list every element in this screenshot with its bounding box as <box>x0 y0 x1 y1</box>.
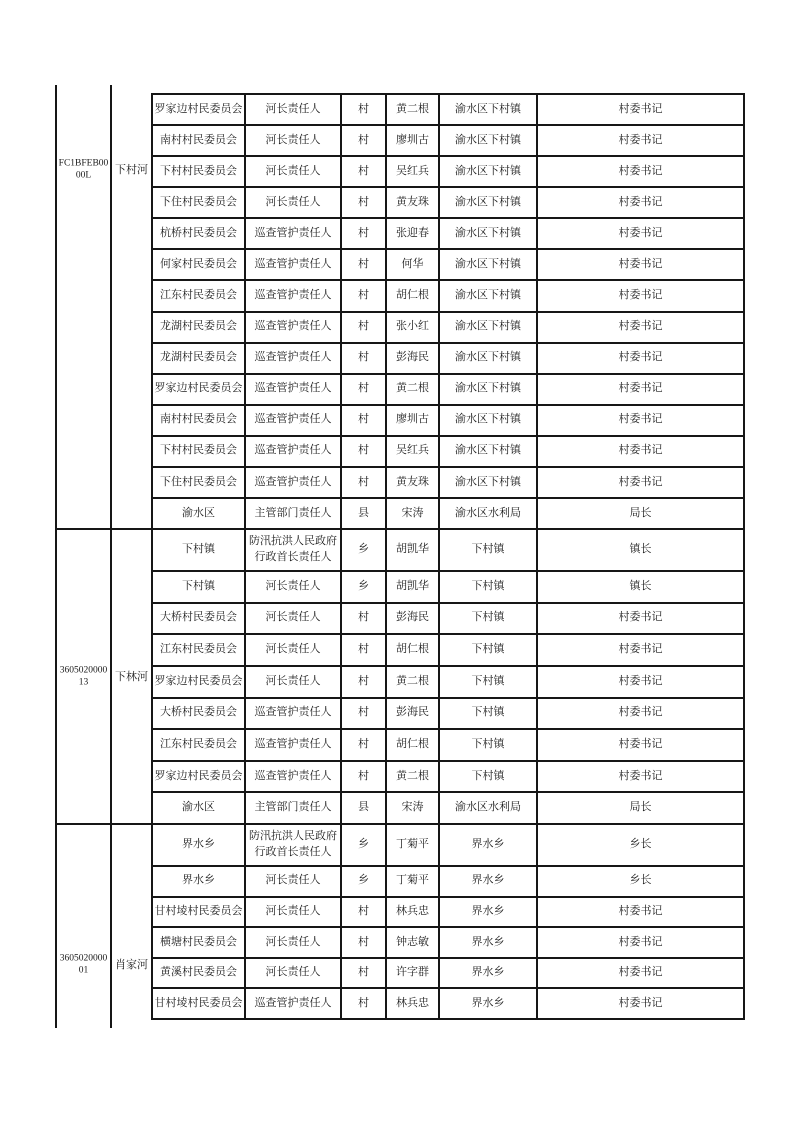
role-cell: 河长责任人 <box>246 95 342 126</box>
table-row <box>153 867 745 898</box>
table-row <box>153 572 745 604</box>
river-code: 360502000013 <box>59 665 108 688</box>
person-name-cell: 丁菊平 <box>387 867 440 898</box>
river-section-xiaojia <box>55 825 745 1020</box>
org-cell: 界水乡 <box>153 825 246 867</box>
river-code: 360502000001 <box>59 953 108 976</box>
title-cell: 村委书记 <box>538 219 745 250</box>
river-name: 肖家河 <box>115 958 148 971</box>
river-name: 下村河 <box>115 163 148 176</box>
river-code-cell <box>57 95 112 530</box>
level-cell: 村 <box>342 437 387 468</box>
dept-cell: 下村镇 <box>440 699 538 731</box>
person-name-cell: 廖圳古 <box>387 406 440 437</box>
role-cell: 巡查管护责任人 <box>246 344 342 375</box>
org-cell: 渝水区 <box>153 793 246 825</box>
title-cell: 村委书记 <box>538 281 745 312</box>
table-row <box>153 406 745 437</box>
org-cell: 下村村民委员会 <box>153 437 246 468</box>
role-cell: 河长责任人 <box>246 898 342 929</box>
person-name-cell: 廖圳古 <box>387 126 440 157</box>
org-cell: 下住村民委员会 <box>153 468 246 499</box>
org-cell: 罗家边村民委员会 <box>153 375 246 406</box>
level-cell: 村 <box>342 95 387 126</box>
table-border-stub <box>55 85 57 95</box>
role-cell: 巡查管护责任人 <box>246 762 342 794</box>
org-cell: 何家村民委员会 <box>153 250 246 281</box>
org-cell: 江东村民委员会 <box>153 281 246 312</box>
river-code-cell <box>57 825 112 1020</box>
title-cell: 村委书记 <box>538 313 745 344</box>
level-cell: 村 <box>342 898 387 929</box>
title-cell: 镇长 <box>538 572 745 604</box>
title-cell: 村委书记 <box>538 898 745 929</box>
org-cell: 罗家边村民委员会 <box>153 667 246 699</box>
level-cell: 村 <box>342 313 387 344</box>
person-name-cell: 丁菊平 <box>387 825 440 867</box>
level-cell: 村 <box>342 126 387 157</box>
table-row <box>153 313 745 344</box>
level-cell: 村 <box>342 928 387 959</box>
title-cell: 村委书记 <box>538 959 745 990</box>
person-name-cell: 林兵忠 <box>387 898 440 929</box>
org-cell: 甘村堎村民委员会 <box>153 898 246 929</box>
river-section-xiacun <box>55 95 745 530</box>
dept-cell: 下村镇 <box>440 667 538 699</box>
title-cell: 村委书记 <box>538 406 745 437</box>
dept-cell: 渝水区下村镇 <box>440 281 538 312</box>
table-row <box>153 699 745 731</box>
table-row <box>153 635 745 667</box>
person-name-cell: 宋涛 <box>387 793 440 825</box>
title-cell: 村委书记 <box>538 730 745 762</box>
title-cell: 局长 <box>538 499 745 530</box>
table-row <box>153 730 745 762</box>
org-cell: 下村镇 <box>153 572 246 604</box>
role-cell: 河长责任人 <box>246 667 342 699</box>
person-name-cell: 许字群 <box>387 959 440 990</box>
table-row <box>153 126 745 157</box>
table-row <box>153 344 745 375</box>
org-cell: 南村村民委员会 <box>153 406 246 437</box>
title-cell: 乡长 <box>538 867 745 898</box>
role-cell: 巡查管护责任人 <box>246 313 342 344</box>
role-cell: 河长责任人 <box>246 188 342 219</box>
table-row <box>153 468 745 499</box>
org-cell: 界水乡 <box>153 867 246 898</box>
level-cell: 村 <box>342 604 387 636</box>
role-cell: 主管部门责任人 <box>246 499 342 530</box>
title-cell: 村委书记 <box>538 928 745 959</box>
dept-cell: 界水乡 <box>440 959 538 990</box>
org-cell: 渝水区 <box>153 499 246 530</box>
person-name-cell: 黄二根 <box>387 762 440 794</box>
person-name-cell: 吴红兵 <box>387 437 440 468</box>
person-name-cell: 黄二根 <box>387 667 440 699</box>
level-cell: 乡 <box>342 867 387 898</box>
table-row <box>153 375 745 406</box>
dept-cell: 渝水区下村镇 <box>440 468 538 499</box>
role-cell: 巡查管护责任人 <box>246 468 342 499</box>
level-cell: 村 <box>342 730 387 762</box>
level-cell: 村 <box>342 635 387 667</box>
river-code-cell <box>57 530 112 825</box>
title-cell: 村委书记 <box>538 95 745 126</box>
dept-cell: 下村镇 <box>440 730 538 762</box>
table-row <box>153 667 745 699</box>
org-cell: 下村镇 <box>153 530 246 572</box>
person-name-cell: 张迎春 <box>387 219 440 250</box>
level-cell: 乡 <box>342 530 387 572</box>
org-cell: 罗家边村民委员会 <box>153 762 246 794</box>
person-name-cell: 黄二根 <box>387 95 440 126</box>
org-cell: 大桥村民委员会 <box>153 604 246 636</box>
dept-cell: 渝水区下村镇 <box>440 344 538 375</box>
title-cell: 村委书记 <box>538 157 745 188</box>
title-cell: 村委书记 <box>538 344 745 375</box>
role-cell: 防汛抗洪人民政府行政首长责任人 <box>246 530 342 572</box>
dept-cell: 渝水区下村镇 <box>440 313 538 344</box>
table-row <box>153 219 745 250</box>
level-cell: 乡 <box>342 572 387 604</box>
title-cell: 村委书记 <box>538 989 745 1020</box>
org-cell: 大桥村民委员会 <box>153 699 246 731</box>
level-cell: 村 <box>342 157 387 188</box>
role-cell: 巡查管护责任人 <box>246 437 342 468</box>
table-row <box>153 793 745 825</box>
role-cell: 巡查管护责任人 <box>246 219 342 250</box>
level-cell: 村 <box>342 468 387 499</box>
role-cell: 巡查管护责任人 <box>246 730 342 762</box>
person-name-cell: 胡仁根 <box>387 281 440 312</box>
river-code: FC1BFEB0000L <box>58 158 109 181</box>
dept-cell: 下村镇 <box>440 762 538 794</box>
role-cell: 巡查管护责任人 <box>246 281 342 312</box>
dept-cell: 渝水区下村镇 <box>440 375 538 406</box>
table-row <box>153 989 745 1020</box>
level-cell: 村 <box>342 406 387 437</box>
title-cell: 村委书记 <box>538 250 745 281</box>
person-name-cell: 彭海民 <box>387 344 440 375</box>
dept-cell: 渝水区水利局 <box>440 499 538 530</box>
dept-cell: 渝水区下村镇 <box>440 219 538 250</box>
org-cell: 下村村民委员会 <box>153 157 246 188</box>
role-cell: 巡查管护责任人 <box>246 250 342 281</box>
dept-cell: 界水乡 <box>440 928 538 959</box>
dept-cell: 下村镇 <box>440 635 538 667</box>
role-cell: 主管部门责任人 <box>246 793 342 825</box>
table-row <box>153 95 745 126</box>
level-cell: 村 <box>342 699 387 731</box>
org-cell: 罗家边村民委员会 <box>153 95 246 126</box>
role-cell: 河长责任人 <box>246 157 342 188</box>
org-cell: 江东村民委员会 <box>153 635 246 667</box>
dept-cell: 渝水区水利局 <box>440 793 538 825</box>
dept-cell: 渝水区下村镇 <box>440 188 538 219</box>
level-cell: 乡 <box>342 825 387 867</box>
dept-cell: 下村镇 <box>440 572 538 604</box>
dept-cell: 渝水区下村镇 <box>440 95 538 126</box>
table-row <box>153 604 745 636</box>
section-rows <box>153 530 745 825</box>
person-name-cell: 黄友珠 <box>387 188 440 219</box>
title-cell: 村委书记 <box>538 604 745 636</box>
table-row <box>153 762 745 794</box>
level-cell: 县 <box>342 793 387 825</box>
level-cell: 村 <box>342 989 387 1020</box>
title-cell: 村委书记 <box>538 437 745 468</box>
dept-cell: 渝水区下村镇 <box>440 250 538 281</box>
person-name-cell: 钟志敏 <box>387 928 440 959</box>
org-cell: 杭桥村民委员会 <box>153 219 246 250</box>
dept-cell: 界水乡 <box>440 825 538 867</box>
title-cell: 乡长 <box>538 825 745 867</box>
person-name-cell: 胡仁根 <box>387 635 440 667</box>
river-responsibility-table <box>55 95 745 1020</box>
title-cell: 村委书记 <box>538 188 745 219</box>
dept-cell: 下村镇 <box>440 604 538 636</box>
level-cell: 村 <box>342 281 387 312</box>
dept-cell: 渝水区下村镇 <box>440 157 538 188</box>
table-row <box>153 898 745 929</box>
table-row <box>153 188 745 219</box>
person-name-cell: 黄友珠 <box>387 468 440 499</box>
table-row <box>153 250 745 281</box>
river-name: 下林河 <box>115 670 148 683</box>
level-cell: 村 <box>342 762 387 794</box>
org-cell: 黄溪村民委员会 <box>153 959 246 990</box>
title-cell: 村委书记 <box>538 468 745 499</box>
level-cell: 村 <box>342 959 387 990</box>
org-cell: 横塘村民委员会 <box>153 928 246 959</box>
role-cell: 河长责任人 <box>246 959 342 990</box>
level-cell: 村 <box>342 250 387 281</box>
level-cell: 村 <box>342 344 387 375</box>
person-name-cell: 彭海民 <box>387 604 440 636</box>
role-cell: 河长责任人 <box>246 604 342 636</box>
role-cell: 河长责任人 <box>246 867 342 898</box>
level-cell: 村 <box>342 219 387 250</box>
table-row <box>153 499 745 530</box>
org-cell: 下住村民委员会 <box>153 188 246 219</box>
river-name-cell <box>112 95 153 530</box>
role-cell: 河长责任人 <box>246 126 342 157</box>
role-cell: 防汛抗洪人民政府行政首长责任人 <box>246 825 342 867</box>
person-name-cell: 胡仁根 <box>387 730 440 762</box>
person-name-cell: 张小红 <box>387 313 440 344</box>
dept-cell: 下村镇 <box>440 530 538 572</box>
table-row <box>153 530 745 572</box>
level-cell: 县 <box>342 499 387 530</box>
title-cell: 局长 <box>538 793 745 825</box>
dept-cell: 渝水区下村镇 <box>440 437 538 468</box>
river-name-cell <box>112 530 153 825</box>
role-cell: 巡查管护责任人 <box>246 989 342 1020</box>
river-name-cell <box>112 825 153 1020</box>
role-cell: 巡查管护责任人 <box>246 406 342 437</box>
org-cell: 甘村堎村民委员会 <box>153 989 246 1020</box>
table-row <box>153 437 745 468</box>
org-cell: 江东村民委员会 <box>153 730 246 762</box>
table-border-stub <box>110 85 112 95</box>
section-rows <box>153 95 745 530</box>
dept-cell: 渝水区下村镇 <box>440 406 538 437</box>
dept-cell: 界水乡 <box>440 867 538 898</box>
river-section-xialin <box>55 530 745 825</box>
title-cell: 村委书记 <box>538 762 745 794</box>
person-name-cell: 胡凯华 <box>387 572 440 604</box>
person-name-cell: 宋涛 <box>387 499 440 530</box>
role-cell: 巡查管护责任人 <box>246 699 342 731</box>
person-name-cell: 吴红兵 <box>387 157 440 188</box>
person-name-cell: 黄二根 <box>387 375 440 406</box>
level-cell: 村 <box>342 188 387 219</box>
title-cell: 村委书记 <box>538 635 745 667</box>
org-cell: 龙湖村民委员会 <box>153 313 246 344</box>
org-cell: 龙湖村民委员会 <box>153 344 246 375</box>
table-row <box>153 825 745 867</box>
org-cell: 南村村民委员会 <box>153 126 246 157</box>
person-name-cell: 胡凯华 <box>387 530 440 572</box>
dept-cell: 界水乡 <box>440 989 538 1020</box>
role-cell: 河长责任人 <box>246 928 342 959</box>
dept-cell: 渝水区下村镇 <box>440 126 538 157</box>
dept-cell: 界水乡 <box>440 898 538 929</box>
level-cell: 村 <box>342 375 387 406</box>
person-name-cell: 彭海民 <box>387 699 440 731</box>
level-cell: 村 <box>342 667 387 699</box>
role-cell: 河长责任人 <box>246 572 342 604</box>
table-row <box>153 281 745 312</box>
title-cell: 村委书记 <box>538 126 745 157</box>
role-cell: 河长责任人 <box>246 635 342 667</box>
table-row <box>153 928 745 959</box>
section-rows <box>153 825 745 1020</box>
title-cell: 镇长 <box>538 530 745 572</box>
title-cell: 村委书记 <box>538 667 745 699</box>
role-cell: 巡查管护责任人 <box>246 375 342 406</box>
table-row <box>153 157 745 188</box>
person-name-cell: 何华 <box>387 250 440 281</box>
title-cell: 村委书记 <box>538 375 745 406</box>
table-row <box>153 959 745 990</box>
person-name-cell: 林兵忠 <box>387 989 440 1020</box>
title-cell: 村委书记 <box>538 699 745 731</box>
